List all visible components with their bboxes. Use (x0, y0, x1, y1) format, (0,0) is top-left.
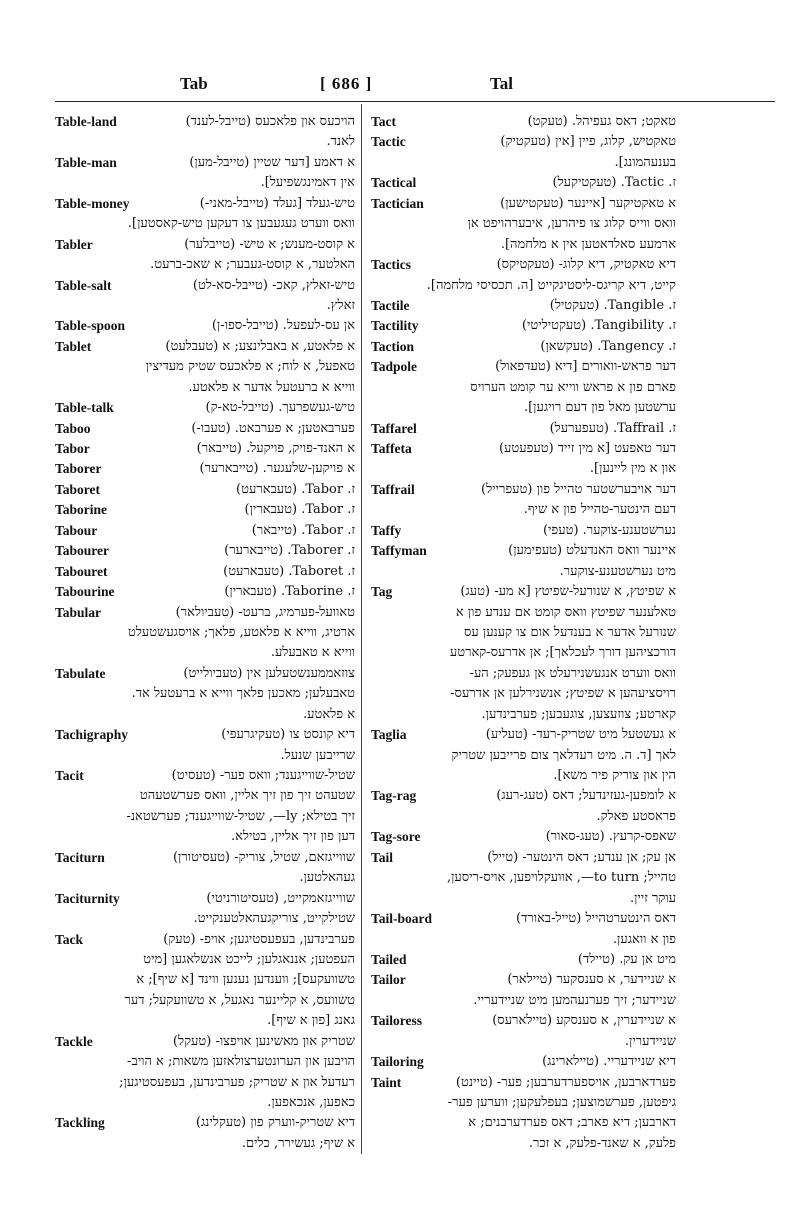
headword: Taborine (55, 502, 108, 518)
headword: Tag (371, 584, 393, 600)
dictionary-entry (371, 439, 676, 459)
headword: Tailed (371, 951, 407, 967)
definition-text: ז. Taboret. (טעבארעט) (223, 563, 355, 579)
headword: Taboo (55, 420, 91, 436)
dictionary-entry (371, 357, 676, 377)
header-rule (55, 101, 775, 102)
dictionary-entry (55, 766, 355, 786)
headword: Tabler (55, 236, 93, 252)
definition-continuation: גיפטען, פערשמוצען; בעפלעקען; ווערען פער- (447, 1095, 676, 1110)
dictionary-page (55, 72, 775, 1172)
dictionary-entry (55, 194, 355, 214)
definition-text: טאקטיש, קלוג, פיין [אין (טעקטיק) (500, 134, 676, 150)
definition-continuation: בענעהמונג]. (614, 154, 676, 170)
dictionary-entry (371, 419, 676, 439)
definition-text: טיש-געשפרעך. (טייבל-טא-ק) (205, 400, 355, 416)
definition-text: איינער וואס האנדעלט (טעפימען) (508, 543, 676, 559)
dictionary-entry (371, 970, 676, 990)
dictionary-entry (55, 439, 355, 459)
definition-text: ז. Taborine. (טעבארין) (224, 584, 355, 600)
definition-continuation: טאלענער שפיטץ וואס קומט אם ענדע פון א (455, 604, 676, 620)
dictionary-entry (55, 235, 355, 255)
dictionary-entry (55, 480, 355, 500)
headword: Tabor (55, 441, 90, 456)
dictionary-entry (371, 296, 676, 316)
dictionary-entry (371, 255, 676, 275)
dictionary-entry (371, 173, 676, 193)
definition-continuation: פראסטע פאלק. (596, 808, 676, 824)
dictionary-entry (371, 909, 676, 929)
definition-text: ז. Taffrail. (טעפערעל) (549, 420, 676, 436)
definition-continuation: רעדעל און א שטריק; פערבינדען, בעפעסטיגען; (119, 1074, 355, 1090)
definition-continuation: טשוועקעס]; ווענדען נענען ווינד [א שיף]; א (136, 972, 355, 988)
right-column (371, 112, 676, 1154)
definition-text: דער פראש-וואורים [דיא (טעדפאול) (495, 359, 676, 375)
dictionary-entry (55, 725, 355, 745)
headword: Tag-sore (371, 829, 421, 845)
dictionary-entry (55, 521, 355, 541)
dictionary-entry (55, 541, 355, 561)
headword: Taborer (55, 461, 102, 477)
definition-text: צוזאממענשטעלען אין (טעביולייט) (183, 665, 355, 681)
headword: Table-money (55, 195, 130, 211)
definition-text: שאפס-קרעץ. (טעג-סאור) (545, 829, 676, 845)
definition-continuation: ווייא א ברעטעל אדער א פלאטע. (188, 379, 355, 395)
definition-continuation: דען פון זיך אליין, בטילא. (230, 829, 355, 845)
headword: Tadpole (371, 359, 418, 375)
dictionary-entry (371, 1073, 676, 1093)
definition-continuation: שניידערין. (624, 1033, 676, 1049)
definition-text: א פויקען-שלעגער. (טייבארער) (199, 461, 355, 477)
definition-text: דער טאפעט [א מין זייד (טעפעטע) (498, 441, 676, 456)
dictionary-entry (371, 827, 676, 847)
headword: Tail-board (371, 911, 433, 927)
dictionary-entry (55, 930, 355, 950)
definition-continuation: עוקר זיין. (629, 890, 676, 906)
headword: Tag-rag (371, 788, 417, 804)
definition-text: ז. Tangible. (טעקטיל) (549, 297, 676, 313)
definition-text: טאוועל-פערמיג, ברעט- (טעביולאר) (175, 604, 355, 620)
definition-continuation: דורכציהען דורך לעכלאך]; אן אדרעס-קארטע (449, 645, 676, 661)
definition-continuation: מיט נערשטענע-צוקער. (559, 563, 676, 579)
definition-text: דאס הינטערטהייל (טייל-באורד) (516, 911, 676, 927)
headword: Table-land (55, 114, 117, 129)
definition-continuation: טשוועס, א קליינער נאגעל, א טשוועקעל; דער (124, 992, 355, 1008)
definition-continuation: שניידער; זיך פערנעהמען מיט שניידעריי. (473, 992, 676, 1008)
definition-continuation: פון א וואגען. (612, 931, 676, 947)
dictionary-entry (371, 521, 676, 541)
dictionary-entry (55, 398, 355, 418)
definition-text: א קוסט-מענש; א טיש- (טייבלער) (184, 236, 355, 252)
dictionary-entry (371, 132, 676, 152)
definition-continuation: זאלץ. (326, 297, 355, 313)
definition-continuation: אין דאמינגשפיעל]. (260, 175, 355, 191)
headword: Taglia (371, 727, 407, 743)
definition-text: טיש-זאלץ, קאכ- (טייבל-סא-לט) (192, 277, 355, 293)
definition-continuation: ווייא א טאבעלע. (270, 645, 355, 661)
definition-continuation: שרייבען שנעל. (280, 747, 355, 763)
dictionary-entry (371, 316, 676, 336)
definition-continuation: וואס ווערט אנגעשנירעלט אן געפעק; הע- (469, 665, 676, 681)
definition-continuation: ערשטען מאל פון דעם רויגען]. (523, 400, 676, 416)
headword: Tail (371, 849, 394, 865)
left-column (55, 112, 355, 1154)
definition-text: אן עק; אן ענדע; דאס הינטער- (טייל) (487, 849, 676, 865)
headword: Tackling (55, 1115, 105, 1131)
dictionary-entry (55, 153, 355, 173)
headword: Tabourer (55, 543, 110, 559)
definition-text: א שפיטץ, א שנורעל-שפיטץ [א מע- (טעג) (460, 584, 676, 600)
definition-continuation: הויבען און הערונטערצולאזען משאות; א הויב- (127, 1054, 355, 1070)
column-divider (361, 104, 362, 1154)
definition-continuation: קארטע; צוזעצען, צוגעבען; פערבינדען. (481, 706, 676, 722)
dictionary-entry (55, 459, 355, 479)
definition-continuation: לאנד. (326, 134, 355, 150)
definition-text: שטיל-שווייגענד; וואס פער- (טעסיט) (171, 768, 355, 783)
dictionary-entry (55, 276, 355, 296)
definition-text: א האנד-פויק, פויקעל. (טייבאר) (196, 441, 355, 456)
headword: Tailoring (371, 1054, 424, 1070)
definition-continuation: א שיף; געשירר, כלים. (241, 1135, 355, 1151)
headword: Taction (371, 338, 415, 354)
definition-continuation: דארבען; דיא פארב; דאס פערדערבנים; א (468, 1115, 676, 1131)
definition-continuation: לאך [ד. ה. מיט רעדלאך צום פרייבען שטריק (451, 747, 676, 763)
headword: Tact (371, 114, 397, 129)
dictionary-entry (371, 786, 676, 806)
headword: Table-talk (55, 400, 114, 416)
definition-continuation: פלעק, א שאנד-פלעק, א זכר. (528, 1135, 676, 1151)
dictionary-entry (371, 480, 676, 500)
dictionary-entry (371, 950, 676, 970)
definition-text: א געשטעל מיט שטריק-רעד- (טעליע) (485, 727, 676, 743)
definition-text: א לומפען-געזינדעל; דאס (טעג-רעג) (496, 788, 676, 804)
headword: Tachigraphy (55, 727, 129, 743)
headword: Taffarel (371, 420, 417, 436)
definition-text: הויכעס און פלאכעס (טייבל-לענד) (185, 114, 355, 129)
definition-continuation: טהייל; to turn—, אוועקלויפען, אויס-ריסען, (446, 870, 676, 886)
definition-text: דער אויבערשטער טהייל פון (טעפרייל) (481, 481, 676, 497)
dictionary-entry (55, 316, 355, 336)
dictionary-entry (371, 725, 676, 745)
header-left-guide-word: Tab (180, 74, 208, 93)
headword: Taffyman (371, 543, 427, 559)
definition-text: טיש-געלד [געלד (טייבל-מאני-) (199, 195, 355, 211)
dictionary-entry (55, 1113, 355, 1133)
headword: Tactic (371, 134, 406, 150)
headword: Table-salt (55, 277, 112, 293)
dictionary-entry (55, 848, 355, 868)
definition-continuation: קייט, דיא קריגס-ליסטיגקייט [ה. תכסיסי מלחמה]. (426, 277, 676, 293)
definition-text: ז. Taborer. (טייבארער) (224, 543, 355, 559)
definition-text: טאקט; דאס געפיהל. (טעקט) (527, 114, 676, 129)
definition-text: ז. Tangency. (טעקשאן) (540, 338, 676, 354)
definition-text: דיא קונסט צו (טעקיגרעפי) (221, 727, 355, 743)
definition-text: מיט אן עק. (טיילד) (577, 951, 676, 967)
headword: Tactician (371, 195, 424, 211)
headword: Tactility (371, 318, 419, 334)
header-right-guide-word: Tal (490, 74, 514, 93)
dictionary-entry (371, 112, 676, 132)
dictionary-entry (55, 562, 355, 582)
definition-continuation: זיך בטילא; ly—, שטיל-שווייגענד; פערשטאנ- (126, 808, 355, 824)
headword: Tabular (55, 604, 102, 620)
dictionary-entry (55, 1032, 355, 1052)
headword: Taint (371, 1074, 402, 1090)
headword: Taciturnity (55, 890, 120, 906)
headword: Tabulate (55, 665, 106, 681)
definition-continuation: הין און צוריק פיר משא]. (553, 768, 676, 783)
definition-text: ז. Tabor. (טעבארין) (244, 502, 355, 518)
headword: Taffeta (371, 441, 412, 456)
dictionary-entry (55, 603, 355, 623)
headword: Tabour (55, 522, 98, 538)
definition-continuation: ארטיג, ווייא א פלאטע, פלאך; אויסגעשטעלט (127, 624, 355, 640)
definition-text: א דאמע [דער שטיין (טייבל-מען) (189, 154, 355, 170)
definition-text: דיא טאקטיק, דיא קלוג- (טעקטיקס) (496, 257, 676, 273)
dictionary-entry (371, 1011, 676, 1031)
headword: Tacit (55, 768, 84, 783)
definition-text: ז. Tactic. (טעקטיקעל) (552, 175, 676, 191)
definition-text: נערשטענע-צוקער. (טעפי) (542, 522, 676, 538)
definition-continuation: האלטער, א קוסט-געבער; א שאכ-ברעט. (150, 257, 355, 273)
definition-continuation: דעם הינטער-טהייל פון א שיף. (523, 502, 676, 518)
headword: Tactics (371, 257, 411, 273)
headword: Tack (55, 931, 84, 947)
definition-continuation: שטילקייט, צוריקגעהאלטענקייט. (193, 911, 355, 927)
headword: Table-spoon (55, 318, 126, 334)
definition-continuation: גאנג [פון א שיף]. (267, 1013, 355, 1029)
definition-text: א שניידערין, א סענסקע (טיילארעס) (492, 1013, 676, 1029)
dictionary-entry (371, 582, 676, 602)
definition-continuation: טאבעלען; מאכען פלאך ווייא א ברעטעל אד. (131, 686, 355, 702)
dictionary-entry (371, 194, 676, 214)
definition-text: א טאקטיקער [איינער (טעקטישען) (500, 195, 676, 211)
dictionary-entry (371, 337, 676, 357)
definition-text: שטריק און מאשינען אויפצו- (טעקל) (172, 1033, 355, 1049)
definition-text: אן עס-לעפעל. (טייבל-ספו-ן) (211, 318, 355, 334)
definition-continuation: שנורעל אדער א בענדעל אום צו קענען עס (464, 624, 676, 640)
headword: Taboret (55, 481, 101, 497)
definition-continuation: און א מין ליינען]. (589, 461, 676, 477)
page-number: [ 686 ] (320, 74, 373, 93)
definition-text: ז. Tabor. (טייבאר) (251, 522, 355, 538)
definition-text: פערבינדען, בעפעסטיגען; אויפ- (טעק) (163, 931, 355, 947)
page-header (55, 72, 775, 98)
definition-continuation: וואס ווייס קלוג צו פיהרען, איבערהויפט אן (467, 216, 676, 232)
headword: Tactical (371, 175, 417, 191)
definition-text: ז. Tangibility. (טעקטיליטי) (521, 318, 676, 334)
dictionary-entry (55, 582, 355, 602)
headword: Tablet (55, 338, 92, 354)
definition-continuation: שטעהט זיך פון זיך אליין, וואס פערשטעהט (139, 788, 355, 804)
definition-text: שווייגזאמקייט, (טעסיטורניטי) (206, 890, 355, 906)
dictionary-entry (371, 848, 676, 868)
headword: Table-man (55, 154, 117, 170)
headword: Tailor (371, 972, 406, 988)
headword: Tabouret (55, 563, 108, 579)
definition-continuation: כאפען, אנכאפען. (267, 1095, 355, 1110)
definition-text: דיא שטריק-ווערק פון (טעקלינג) (195, 1115, 355, 1131)
definition-continuation: העפטען; אננאגלען; לייכט אנשלאגען [מיט (143, 951, 355, 967)
dictionary-entry (371, 1052, 676, 1072)
definition-continuation: געהאלטען. (299, 870, 355, 886)
dictionary-entry (371, 541, 676, 561)
definition-text: ז. Tabor. (טעבארעט) (236, 481, 355, 497)
definition-continuation: רויסציעהען א שפיטץ; אנשנירלען אן אדרעס- (450, 686, 676, 702)
definition-continuation: א פלאטע. (303, 706, 355, 722)
definition-text: פערבאטען; א פערבאט. (טעבו-) (191, 420, 355, 436)
definition-text: דיא שניידעריי. (טיילארינג) (542, 1054, 676, 1070)
dictionary-entry (55, 500, 355, 520)
headword: Taffrail (371, 481, 415, 497)
headword: Tactile (371, 297, 410, 313)
dictionary-entry (55, 112, 355, 132)
definition-continuation: פארם פון א פראש ווייא ער קומט הערויס (470, 379, 676, 395)
definition-continuation: וואס ווערט געגעבען צו דעקען טיש-קאסטען]. (127, 216, 355, 232)
headword: Taffy (371, 522, 402, 538)
headword: Tackle (55, 1033, 93, 1049)
headword: Tailoress (371, 1013, 423, 1029)
definition-text: א שניידער, א סענסקער (טיילאר) (507, 972, 676, 988)
definition-text: פערדארבען, אויספערדערבען; פער- (טיינט) (455, 1074, 676, 1090)
definition-text: א פלאטע, א באבלינצע; א (טעבלעט) (165, 338, 355, 354)
dictionary-entry (55, 419, 355, 439)
definition-continuation: ארמעע סאלדאטען אין א מלחמה]. (500, 236, 676, 252)
definition-continuation: טאפעל, א לוח; א פלאכעס שטיק מעדיצין (145, 359, 355, 375)
dictionary-entry (55, 337, 355, 357)
headword: Taciturn (55, 849, 105, 865)
dictionary-entry (55, 664, 355, 684)
dictionary-entry (55, 889, 355, 909)
headword: Tabourine (55, 584, 115, 600)
definition-text: שווייגזאם, שטיל, צוריק- (טעסיטורן) (172, 849, 355, 865)
